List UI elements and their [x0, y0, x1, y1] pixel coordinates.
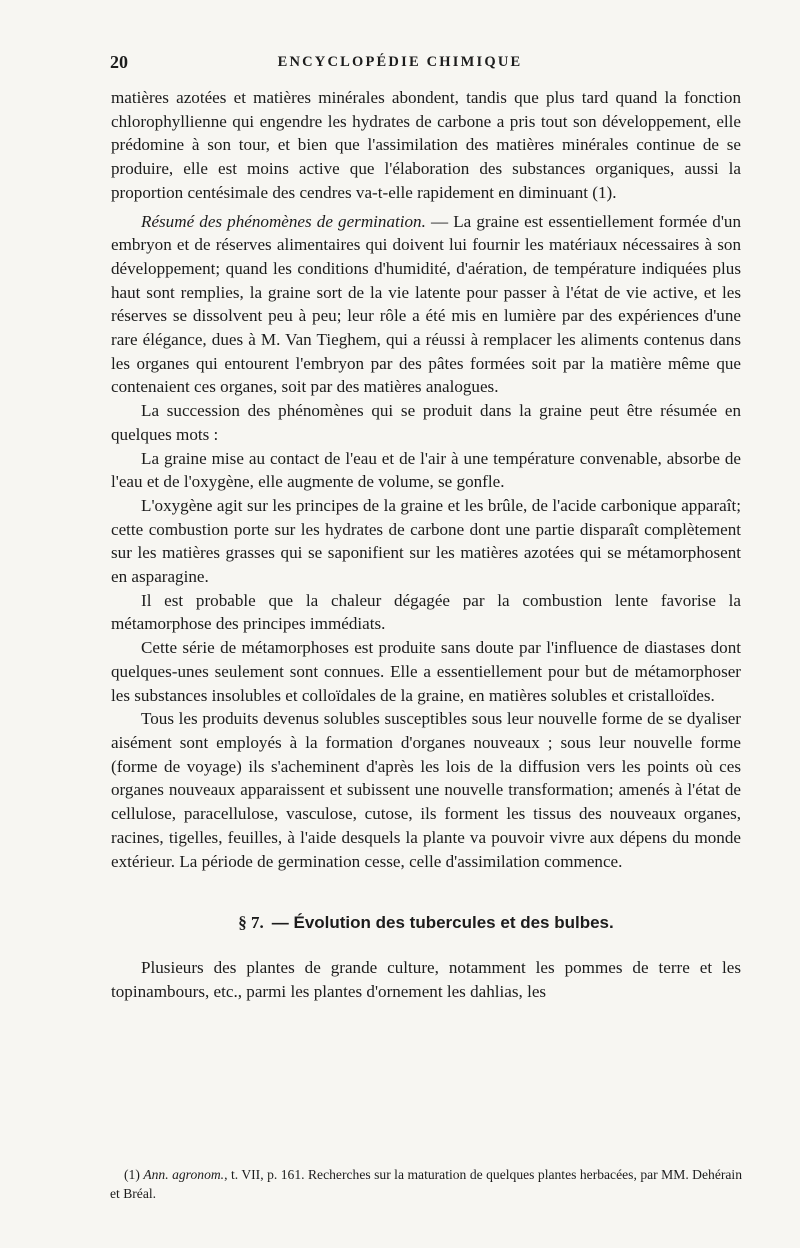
paragraph: La succession des phénomènes qui se produit dans la graine peut être résumée en quelques mots : [111, 401, 741, 444]
paragraph: Tous les produits devenus solubles susceptibles sous leur nouvelle forme de se dyaliser aisément sont employés à la formation d'organes nouveaux ; sous leur nouvelle forme (forme de voyage) ils s'acheminent d'après les lois de la diffusion vers les points où ces organes nouveaux apparaissent et subissent une nouvelle transformation; amenés à l'état de cellulose, paracellulose, vasculose, cutose, ils forment les tissus des nouveaux organes, racines, tigelles, feuilles, à l'aide desquels la plante va pouvoir vivre aux dépens du monde extérieur. La période de germination cesse, celle d'assimilation commence. [111, 709, 741, 871]
run-in-heading: Résumé des phénomènes de germination. [141, 211, 426, 231]
paragraph: Il est probable que la chaleur dégagée par la combustion lente favorise la métamorphose des principes immédiats. [111, 590, 741, 634]
section-number: § 7. [238, 913, 264, 933]
paragraph: L'oxygène agit sur les principes de la graine et les brûle, de l'acide carbonique apparaît; cette combustion porte sur les hydrates de carbone dont une partie disparaît complètement sur les matières grasses qui se saponifient sur les matières azotées qui se métamorphosent en asparagine. [111, 495, 741, 587]
paragraph-germination-summary [111, 210, 741, 400]
footnote-source: Ann. agronom. [143, 1167, 225, 1182]
footnote-text: , t. VII, p. 161. Recherches sur la maturation de quelques plantes herbacées, par MM. Dehérain et Bréal. [110, 1167, 742, 1201]
paragraph-text: — La graine est essentiellement formée d'un embryon et de réserves alimentaires qui doivent lui fournir les matériaux nécessaires à son développement; quand les conditions d'humidité, d'aération, de température indiquées plus haut sont remplies, la graine sort de la vie latente pour passer à l'état de vie active, et les réserves se dissolvent peu à peu; leur rôle a été mis en lumière par des expériences d'une rare élégance, dues à M. Van Tieghem, qui a réussi à remplacer les aliments contenus dans les organes qui entourent l'embryon par des pâtes formées soit par la matière même que contenaient ces organes, soit par des matières analogues. [111, 211, 741, 397]
section-heading [111, 911, 741, 935]
section-title: — Évolution des tubercules et des bulbes. [271, 913, 614, 933]
running-title: ENCYCLOPÉDIE CHIMIQUE [277, 54, 523, 70]
page-number: 20 [110, 52, 128, 72]
paragraph: La graine mise au contact de l'eau et de l'air à une température convenable, absorbe de l'eau et de l'oxygène, elle augmente de volume, se gonfle. [111, 448, 741, 492]
paragraph-continuation: matières azotées et matières minérales abondent, tandis que plus tard quand la fonction chlorophyllienne qui engendre les hydrates de carbone a pris tout son développement, elle prédomine à son tour, et bien que l'assimilation des matières minérales continue de se produire, elle est moins active que l'élaboration des substances organiques, aussi la proportion centésimale des cendres va-t-elle rapidement en diminuant (1). [111, 88, 741, 202]
running-header [0, 52, 800, 76]
paragraph: Cette série de métamorphoses est produite sans doute par l'influence de diastases dont quelques-unes seulement sont connues. Elle a essentiellement pour but de métamorphoser les substances insolubles et colloïdales de la graine, en matières solubles et cristalloïdes. [111, 638, 741, 705]
footnote-marker: (1) [124, 1167, 144, 1182]
body-text [111, 86, 741, 1004]
footnote [110, 1165, 742, 1203]
paragraph: Plusieurs des plantes de grande culture, notamment les pommes de terre et les topinambours, etc., parmi les plantes d'ornement les dahlias, les [111, 958, 741, 1001]
footnotes [110, 1165, 742, 1203]
